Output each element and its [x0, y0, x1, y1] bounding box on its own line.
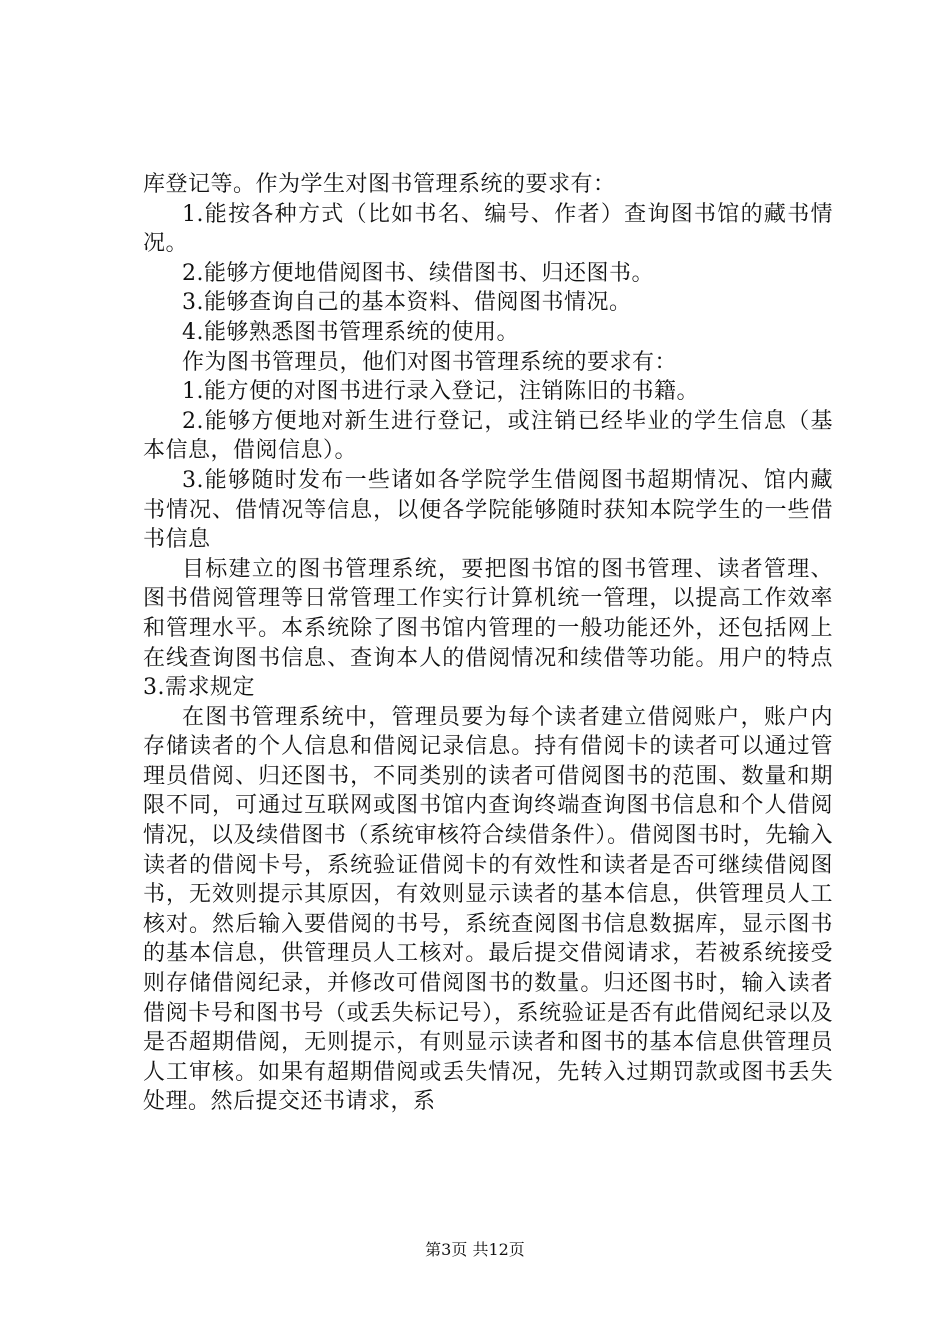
paragraph-9: 3.能够随时发布一些诸如各学院学生借阅图书超期情况、馆内藏书情况、借情况等信息，以便各学院能够随时获知本院学生的一些借书信息: [143, 467, 833, 553]
paragraph-6: 作为图书管理员，他们对图书管理系统的要求有：: [182, 349, 678, 375]
paragraph-11: 在图书管理系统中，管理员要为每个读者建立借阅账户，账户内存储读者的个人信息和借阅记录信息。持有借阅卡的读者可以通过管理员借阅、归还图书，不同类别的读者可借阅图书的范围、数量和期限不同，可通过互联网或图书馆内查询终端查询图书信息和个人借阅情况，以及续借图书（系统审核符合续借条件）。借阅图书时，先输入读者的借阅卡号，系统验证借阅卡的有效性和读者是否可继续借阅图书，无效则提示其原因，有效则显示读者的基本信息，供管理员人工核对。然后输入要借阅的书号，系统查阅图书信息数据库，显示图书的基本信息，供管理员人工核对。最后提交借阅请求，若被系统接受则存储借阅纪录，并修改可借阅图书的数量。归还图书时，输入读者借阅卡号和图书号（或丢失标记号），系统验证是否有此借阅纪录以及是否超期借阅，无则提示，有则显示读者和图书的基本信息供管理员人工审核。如果有超期借阅或丢失情况，先转入过期罚款或图书丢失处理。然后提交还书请求，系: [143, 704, 833, 1115]
paragraph-8: 2.能够方便地对新生进行登记，或注销已经毕业的学生信息（基本信息，借阅信息）。: [143, 408, 833, 464]
paragraph-2: 1.能按各种方式（比如书名、编号、作者）查询图书馆的藏书情况。: [143, 201, 833, 257]
paragraph-4: 3.能够查询自己的基本资料、借阅图书情况。: [182, 290, 632, 316]
paragraph-7: 1.能方便的对图书进行录入登记，注销陈旧的书籍。: [182, 379, 699, 405]
document-body: [143, 170, 833, 1117]
paragraph-1: 库登记等。作为学生对图书管理系统的要求有：: [143, 172, 616, 197]
paragraph-3: 2.能够方便地借阅图书、续借图书、归还图书。: [182, 260, 654, 286]
paragraph-10: 目标建立的图书管理系统，要把图书馆的图书管理、读者管理、图书借阅管理等日常管理工作实行计算机统一管理，以提高工作效率和管理水平。本系统除了图书馆内管理的一般功能还外，还包括网上在线查询图书信息、查询本人的借阅情况和续借等功能。用户的特点3.需求规定: [143, 556, 833, 701]
page-number-footer: 第3页 共12页: [425, 1240, 525, 1259]
paragraph-5: 4.能够熟悉图书管理系统的使用。: [182, 319, 519, 345]
